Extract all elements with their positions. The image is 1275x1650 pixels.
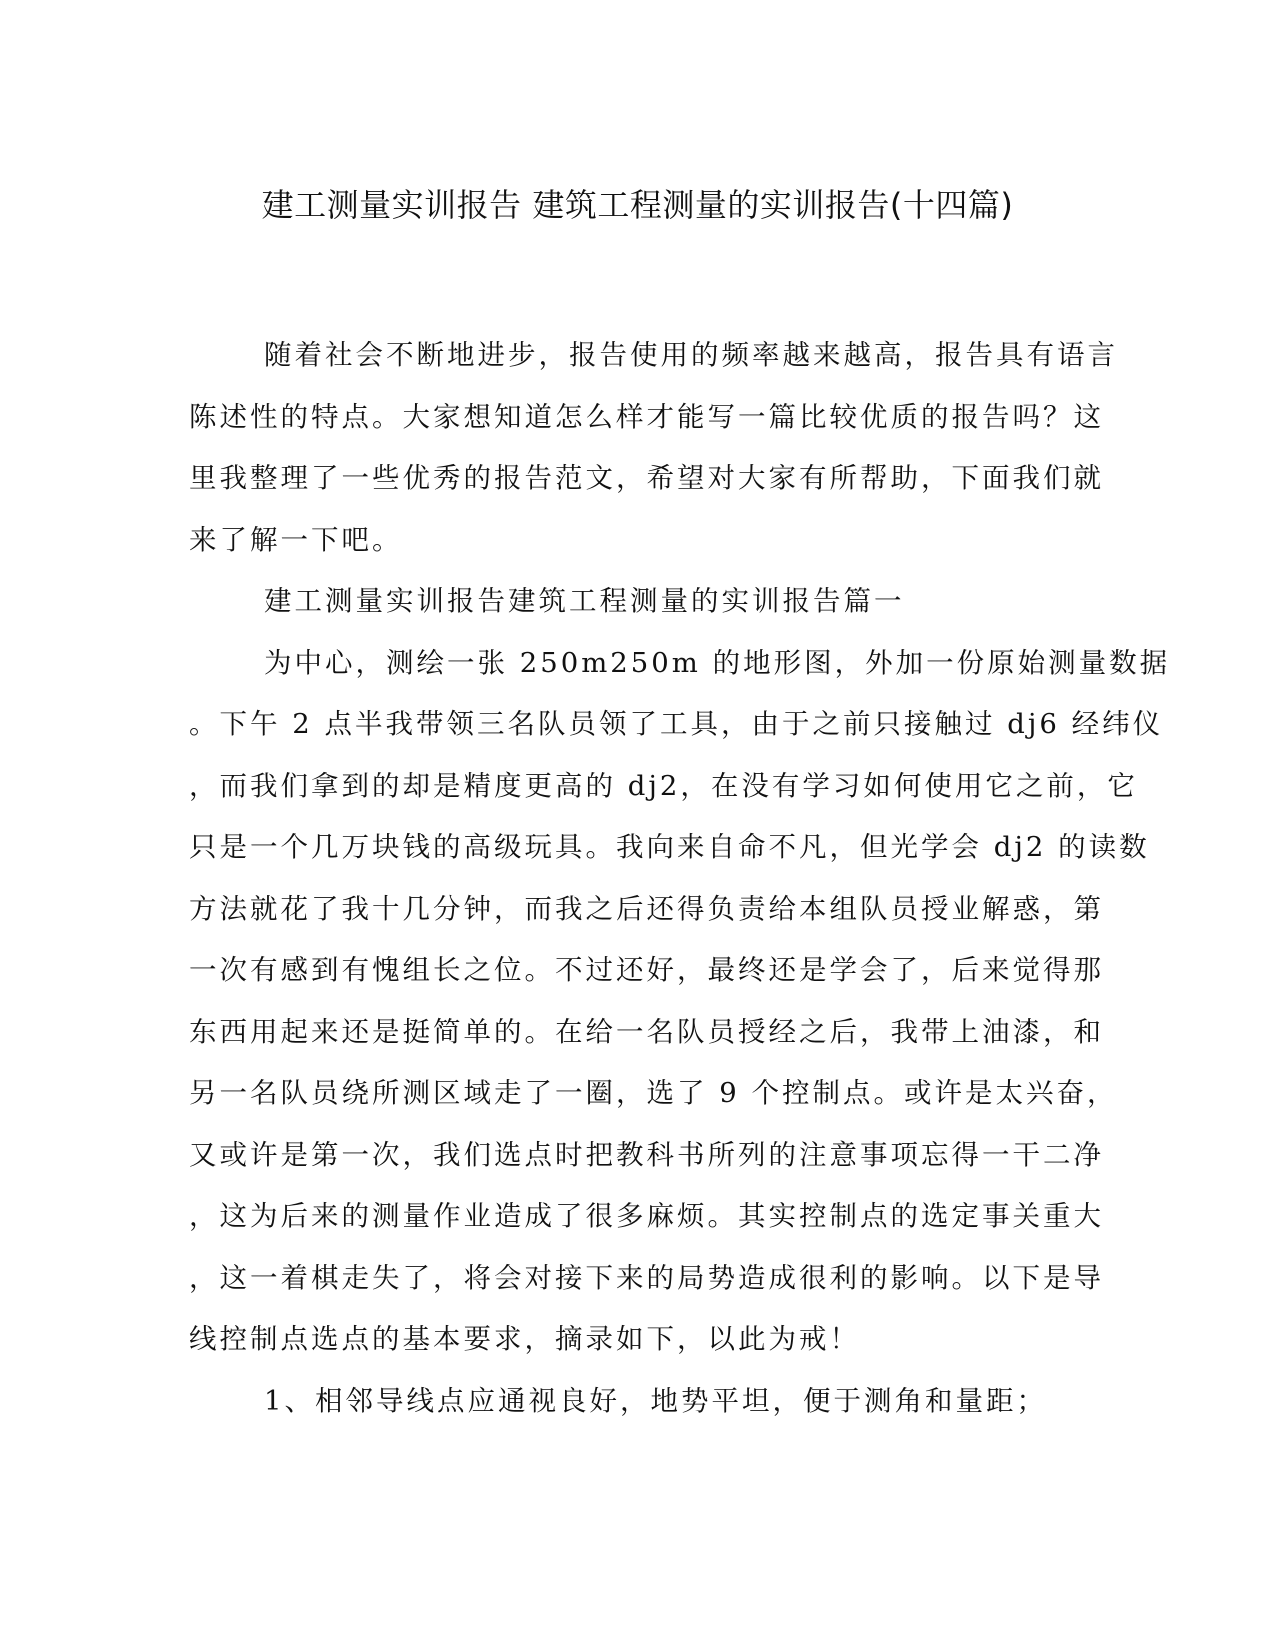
section-heading: 建工测量实训报告建筑工程测量的实训报告篇一	[264, 585, 905, 617]
body-line-1: 为中心，测绘一张 250m250m 的地形图，外加一份原始测量数据	[264, 646, 1171, 679]
list-item-1: 1、相邻导线点应通视良好，地势平坦，便于测角和量距；	[264, 1384, 1047, 1417]
body-line-7: 东西用起来还是挺简单的。在给一名队员授经之后，我带上油漆，和	[189, 1015, 1104, 1048]
body-line-6: 一次有感到有愧组长之位。不过还好，最终还是学会了，后来觉得那	[189, 954, 1104, 986]
body-line-3: ，而我们拿到的却是精度更高的 dj2，在没有学习如何使用它之前，它	[189, 769, 1138, 802]
intro-line-1: 随着社会不断地进步，报告使用的频率越来越高，报告具有语言	[264, 339, 1118, 371]
body-line-4: 只是一个几万块钱的高级玩具。我向来自命不凡，但光学会 dj2 的读数	[189, 831, 1150, 863]
body-line-9: 又或许是第一次，我们选点时把教科书所列的注意事项忘得一干二净	[189, 1138, 1104, 1171]
intro-line-2: 陈述性的特点。大家想知道怎么样才能写一篇比较优质的报告吗？这	[189, 400, 1104, 433]
body-line-10: ，这为后来的测量作业造成了很多麻烦。其实控制点的选定事关重大	[189, 1200, 1104, 1232]
document-body	[189, 325, 1171, 1432]
intro-line-4: 来了解一下吧。	[189, 523, 403, 556]
body-line-8: 另一名队员绕所测区域走了一圈，选了 9 个控制点。或许是太兴奋，	[189, 1077, 1118, 1109]
document-title: 建工测量实训报告 建筑工程测量的实训报告(十四篇)	[261, 186, 1014, 224]
intro-line-3: 里我整理了一些优秀的报告范文，希望对大家有所帮助，下面我们就	[189, 462, 1104, 494]
body-line-5: 方法就花了我十几分钟，而我之后还得负责给本组队员授业解惑，第	[189, 892, 1104, 925]
body-line-11: ，这一着棋走失了，将会对接下来的局势造成很利的影响。以下是导	[189, 1261, 1104, 1294]
body-line-2: 。下午 2 点半我带领三名队员领了工具，由于之前只接触过 dj6 经纬仪	[189, 708, 1164, 740]
body-line-12: 线控制点选点的基本要求，摘录如下，以此为戒！	[189, 1323, 860, 1355]
